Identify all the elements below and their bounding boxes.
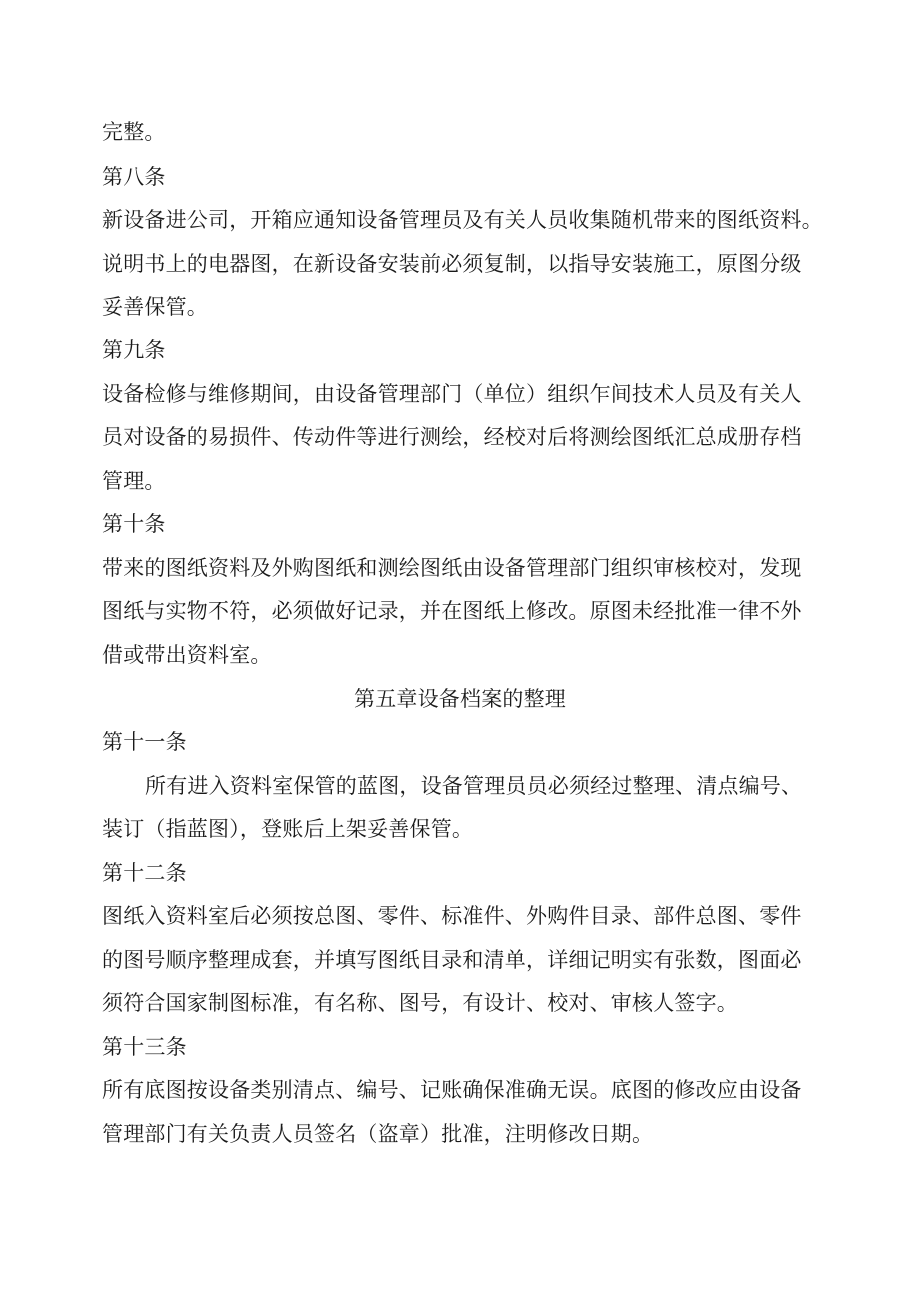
text-line: 管理部门有关负责人员签名（盗章）批准，注明修改日期。 bbox=[102, 1122, 654, 1146]
article-heading: 第十条 bbox=[102, 512, 166, 536]
chapter-title: 第五章设备档案的整理 bbox=[354, 687, 566, 711]
text-line: 员对设备的易损件、传动件等进行测绘，经校对后将测绘图纸汇总成册存档 bbox=[102, 425, 802, 449]
text-line: 设备检修与维修期间，由设备管理部门（单位）组织乍间技术人员及有关人 bbox=[102, 382, 802, 406]
text-line: 带来的图纸资料及外购图纸和测绘图纸由设备管理部门组织审核校对，发现 bbox=[102, 556, 802, 580]
article-heading: 第十三条 bbox=[102, 1035, 187, 1059]
text-line: 图纸入资料室后必须按总图、零件、标准件、外购件目录、部件总图、零件 bbox=[102, 904, 802, 928]
text-line: 管理。 bbox=[102, 469, 166, 493]
text-line: 妥善保管。 bbox=[102, 295, 208, 319]
text-line: 新设备进公司，开箱应通知设备管理员及有关人员收集随机带来的图纸资料。 bbox=[102, 208, 823, 232]
article-heading: 第十二条 bbox=[102, 861, 187, 885]
text-line: 完整。 bbox=[102, 120, 166, 144]
article-heading: 第九条 bbox=[102, 338, 166, 362]
text-line: 所有进入资料室保管的蓝图，设备管理员员必须经过整理、清点编号、 bbox=[145, 774, 803, 798]
text-line: 所有底图按设备类别清点、编号、记账确保准确无误。底图的修改应由设备 bbox=[102, 1078, 802, 1102]
text-line: 的图号顺序整理成套，并填写图纸目录和清单，详细记明实有张数，图面必 bbox=[102, 948, 802, 972]
text-line: 图纸与实物不符，必须做好记录，并在图纸上修改。原图未经批准一律不外 bbox=[102, 599, 802, 623]
article-heading: 第八条 bbox=[102, 165, 166, 189]
text-line: 借或带出资料室。 bbox=[102, 643, 272, 667]
text-line: 说明书上的电器图，在新设备安装前必须复制，以指导安装施工，原图分级 bbox=[102, 252, 802, 276]
text-line: 装订（指蓝图），登账后上架妥善保管。 bbox=[102, 817, 474, 841]
article-heading: 第十一条 bbox=[102, 730, 187, 754]
text-line: 须符合国家制图标准，有名称、图号，有设计、校对、审核人签字。 bbox=[102, 991, 738, 1015]
